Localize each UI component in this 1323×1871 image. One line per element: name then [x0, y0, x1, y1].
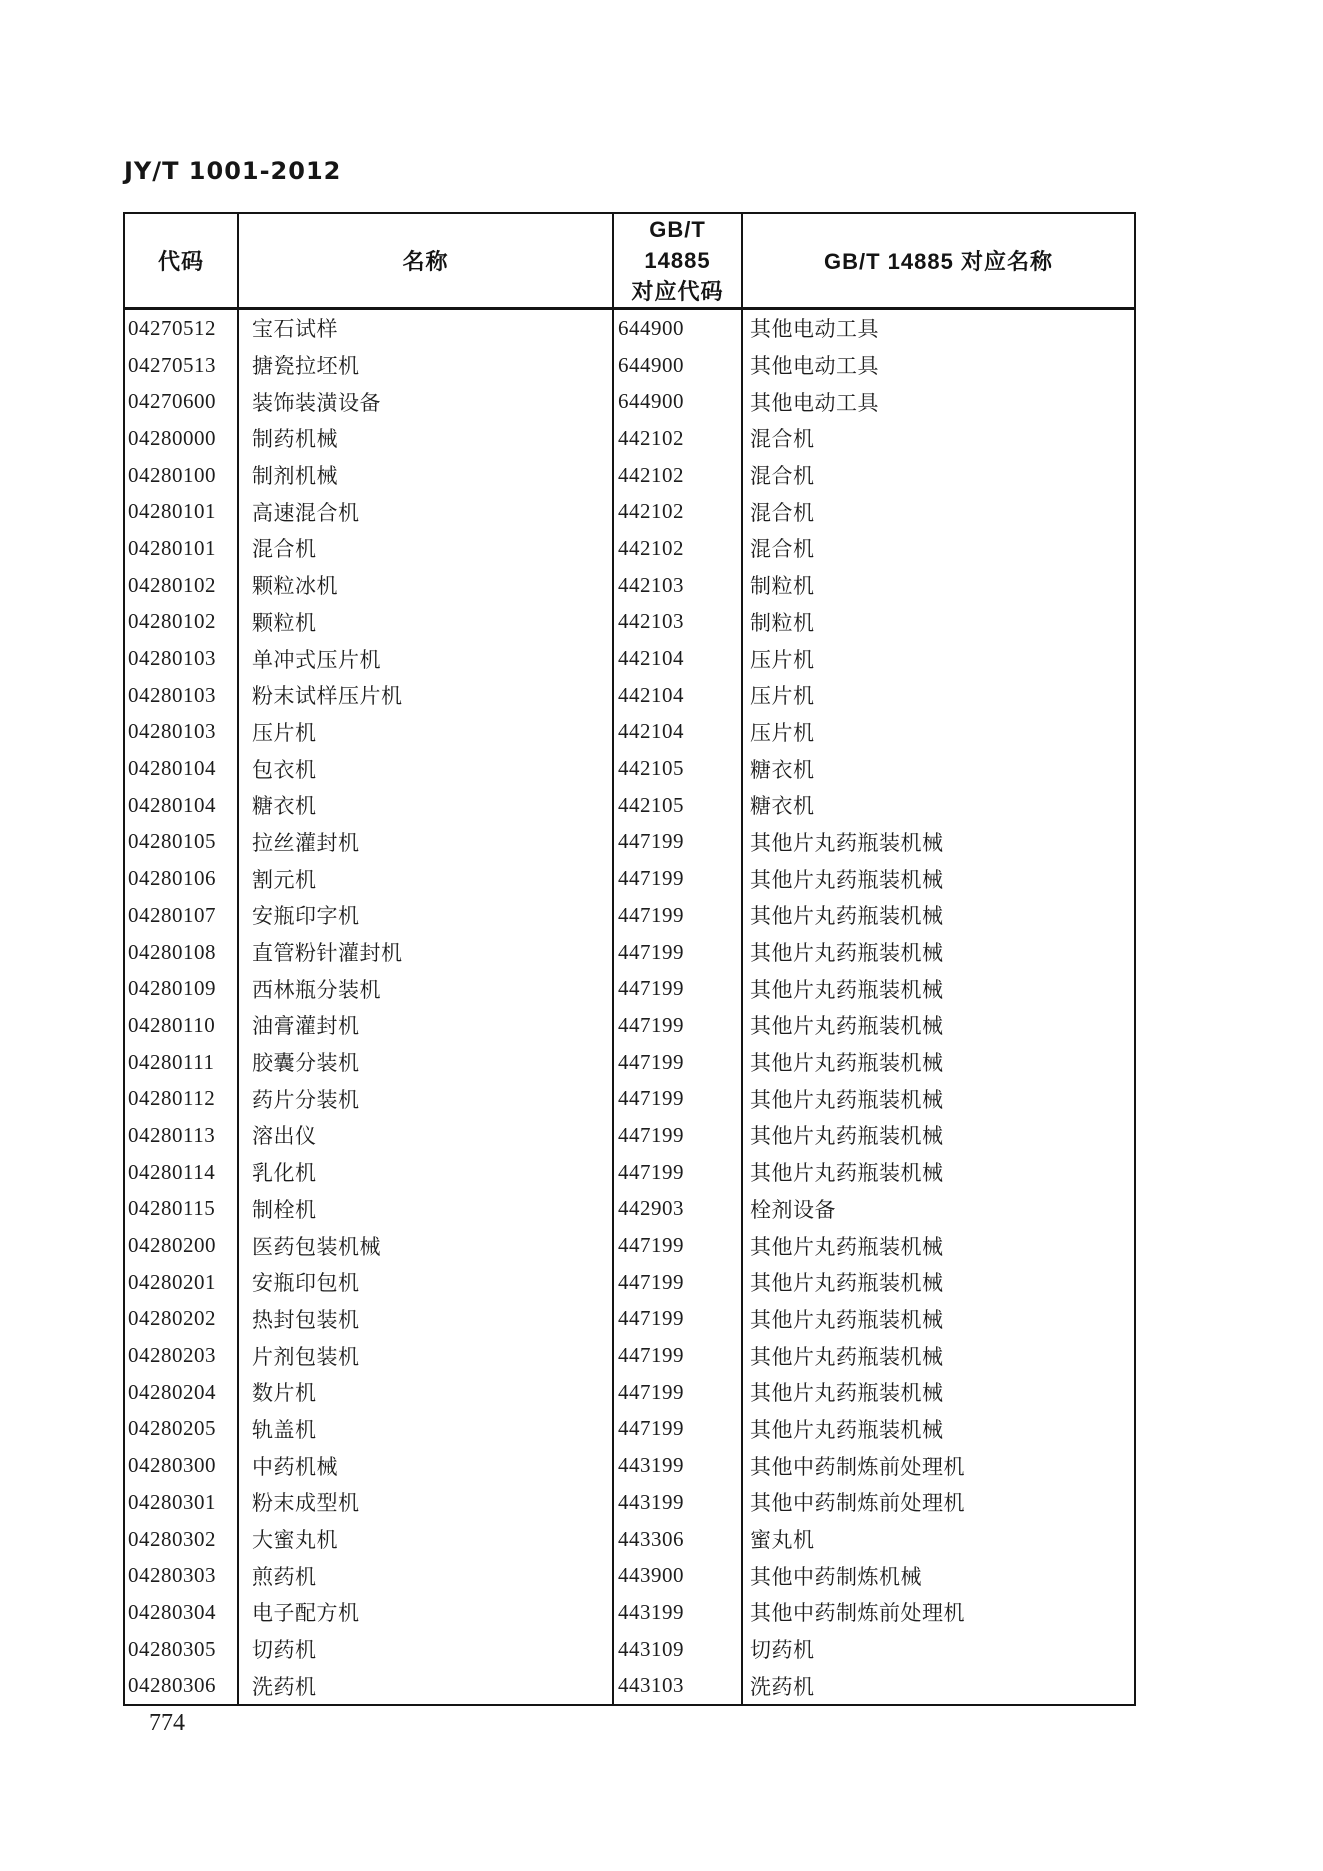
- cell-code: 04280303: [128, 1563, 216, 1588]
- cell-name: 混合机: [238, 530, 613, 567]
- cell-name: 安瓶印包机: [238, 1264, 613, 1301]
- table-row: [124, 1154, 1135, 1191]
- cell-name: 中药机械: [238, 1447, 613, 1484]
- cell-name: 煎药机: [238, 1557, 613, 1594]
- cell-gb-name: 其他片丸药瓶装机械: [742, 1080, 1135, 1117]
- cell-gb-name: 其他电动工具: [742, 347, 1135, 384]
- cell-gb-code: 442105: [613, 750, 742, 787]
- cell-gb-code: 447199: [613, 1374, 742, 1411]
- table-row: [124, 530, 1135, 567]
- cell-code: 04280113: [128, 1122, 216, 1147]
- cell-gb-name: 其他电动工具: [742, 383, 1135, 420]
- cell-gb-code: 443103: [613, 1667, 742, 1705]
- cell-code: 04280102: [128, 609, 216, 634]
- page-number: 774: [149, 1710, 185, 1736]
- table-row: [124, 1117, 1135, 1154]
- cell-code: 04270600: [128, 389, 216, 414]
- cell-code: 04280105: [128, 829, 216, 854]
- table-row: [124, 1264, 1135, 1301]
- header-gb-code-line2: 对应代码: [631, 279, 724, 304]
- cell-code: 04280203: [128, 1343, 216, 1368]
- cell-name: 直管粉针灌封机: [238, 934, 613, 971]
- cell-name: 制栓机: [238, 1191, 613, 1228]
- table-row: [124, 457, 1135, 494]
- cell-gb-name: 制粒机: [742, 567, 1135, 604]
- cell-code: 04280111: [128, 1049, 215, 1074]
- cell-gb-code: 447199: [613, 1007, 742, 1044]
- cell-gb-name: 其他片丸药瓶装机械: [742, 1264, 1135, 1301]
- cell-code: 04280104: [128, 792, 216, 817]
- cell-gb-code: 447199: [613, 1337, 742, 1374]
- cell-gb-name: 其他片丸药瓶装机械: [742, 1337, 1135, 1374]
- cell-gb-code: 442105: [613, 787, 742, 824]
- cell-gb-name: 其他中药制炼前处理机: [742, 1447, 1135, 1484]
- cell-code: 04280100: [128, 462, 216, 487]
- cell-code: 04280101: [128, 535, 216, 560]
- cell-name: 粉末成型机: [238, 1484, 613, 1521]
- cell-code: 04280109: [128, 976, 216, 1001]
- cell-gb-name: 混合机: [742, 493, 1135, 530]
- cell-name: 安瓶印字机: [238, 897, 613, 934]
- cell-code: 04270512: [128, 315, 216, 340]
- table-row: [124, 1337, 1135, 1374]
- cell-gb-code: 442103: [613, 604, 742, 641]
- cell-gb-name: 切药机: [742, 1631, 1135, 1668]
- cell-name: 制药机械: [238, 420, 613, 457]
- cell-code: 04280202: [128, 1306, 216, 1331]
- cell-code: 04280106: [128, 866, 216, 891]
- cell-gb-name: 蜜丸机: [742, 1521, 1135, 1558]
- table-body: [124, 309, 1135, 1706]
- header-gb-name: GB/T 14885 对应名称: [742, 213, 1135, 309]
- cell-name: 油膏灌封机: [238, 1007, 613, 1044]
- cell-name: 高速混合机: [238, 493, 613, 530]
- cell-code: 04280101: [128, 499, 216, 524]
- cell-gb-code: 443900: [613, 1557, 742, 1594]
- table-row: [124, 1484, 1135, 1521]
- cell-gb-name: 其他片丸药瓶装机械: [742, 934, 1135, 971]
- cell-code: 04280115: [128, 1196, 216, 1221]
- table-row: [124, 1557, 1135, 1594]
- cell-code: 04280114: [128, 1159, 216, 1184]
- cell-code: 04280107: [128, 902, 216, 927]
- table-row: [124, 309, 1135, 347]
- cell-gb-code: 644900: [613, 309, 742, 347]
- cell-code: 04280306: [128, 1673, 216, 1698]
- cell-gb-code: 442102: [613, 530, 742, 567]
- cell-gb-name: 混合机: [742, 457, 1135, 494]
- doc-number: JY/T 1001-2012: [124, 157, 342, 185]
- cell-gb-code: 442102: [613, 457, 742, 494]
- cell-code: 04280112: [128, 1086, 216, 1111]
- cell-gb-name: 其他片丸药瓶装机械: [742, 970, 1135, 1007]
- cell-gb-code: 447199: [613, 1227, 742, 1264]
- table-row: [124, 677, 1135, 714]
- cell-gb-name: 其他片丸药瓶装机械: [742, 1044, 1135, 1081]
- cell-code: 04280301: [128, 1489, 216, 1514]
- cell-gb-code: 443306: [613, 1521, 742, 1558]
- table-row: [124, 970, 1135, 1007]
- cell-gb-code: 447199: [613, 1117, 742, 1154]
- table-row: [124, 860, 1135, 897]
- cell-code: 04280103: [128, 682, 216, 707]
- cell-gb-name: 其他中药制炼机械: [742, 1557, 1135, 1594]
- cell-name: 制剂机械: [238, 457, 613, 494]
- cell-gb-code: 447199: [613, 1080, 742, 1117]
- cell-name: 装饰装潢设备: [238, 383, 613, 420]
- table-row: [124, 420, 1135, 457]
- cell-gb-code: 442102: [613, 420, 742, 457]
- cell-code: 04270513: [128, 352, 216, 377]
- cell-gb-name: 其他中药制炼前处理机: [742, 1594, 1135, 1631]
- table-row: [124, 1374, 1135, 1411]
- cell-gb-name: 栓剂设备: [742, 1191, 1135, 1228]
- cell-gb-name: 洗药机: [742, 1667, 1135, 1705]
- table-row: [124, 1411, 1135, 1448]
- cell-name: 药片分装机: [238, 1080, 613, 1117]
- table-row: [124, 1521, 1135, 1558]
- cell-gb-code: 447199: [613, 1044, 742, 1081]
- cell-name: 切药机: [238, 1631, 613, 1668]
- cell-name: 轨盖机: [238, 1411, 613, 1448]
- cell-gb-name: 糖衣机: [742, 787, 1135, 824]
- cell-name: 西林瓶分装机: [238, 970, 613, 1007]
- cell-name: 热封包装机: [238, 1301, 613, 1338]
- table-row: [124, 604, 1135, 641]
- cell-gb-code: 442104: [613, 640, 742, 677]
- table-row: [124, 493, 1135, 530]
- cell-code: 04280304: [128, 1599, 216, 1624]
- cell-gb-code: 442103: [613, 567, 742, 604]
- cell-code: 04280200: [128, 1233, 216, 1258]
- table-row: [124, 934, 1135, 971]
- code-mapping-table: [123, 212, 1136, 1706]
- cell-name: 颗粒机: [238, 604, 613, 641]
- cell-gb-code: 447199: [613, 970, 742, 1007]
- cell-name: 片剂包装机: [238, 1337, 613, 1374]
- cell-code: 04280110: [128, 1012, 216, 1037]
- cell-gb-name: 其他片丸药瓶装机械: [742, 1154, 1135, 1191]
- cell-gb-name: 制粒机: [742, 604, 1135, 641]
- cell-code: 04280300: [128, 1453, 216, 1478]
- cell-name: 洗药机: [238, 1667, 613, 1705]
- cell-code: 04280103: [128, 646, 216, 671]
- table-header-row: [124, 213, 1135, 309]
- cell-gb-name: 其他片丸药瓶装机械: [742, 1227, 1135, 1264]
- table-row: [124, 1227, 1135, 1264]
- cell-name: 胶囊分装机: [238, 1044, 613, 1081]
- cell-gb-name: 其他片丸药瓶装机械: [742, 1117, 1135, 1154]
- table-row: [124, 824, 1135, 861]
- cell-gb-name: 其他片丸药瓶装机械: [742, 1374, 1135, 1411]
- cell-gb-code: 442104: [613, 677, 742, 714]
- table-row: [124, 383, 1135, 420]
- cell-gb-name: 压片机: [742, 640, 1135, 677]
- cell-gb-code: 443199: [613, 1447, 742, 1484]
- cell-gb-name: 其他片丸药瓶装机械: [742, 897, 1135, 934]
- cell-gb-code: 447199: [613, 860, 742, 897]
- cell-code: 04280000: [128, 425, 216, 450]
- table-row: [124, 1080, 1135, 1117]
- table-row: [124, 347, 1135, 384]
- cell-name: 溶出仪: [238, 1117, 613, 1154]
- cell-gb-name: 其他片丸药瓶装机械: [742, 1411, 1135, 1448]
- table-row: [124, 567, 1135, 604]
- cell-gb-code: 443109: [613, 1631, 742, 1668]
- cell-gb-name: 混合机: [742, 420, 1135, 457]
- table-row: [124, 1631, 1135, 1668]
- cell-code: 04280102: [128, 572, 216, 597]
- cell-code: 04280103: [128, 719, 216, 744]
- cell-gb-name: 压片机: [742, 677, 1135, 714]
- cell-gb-code: 447199: [613, 1154, 742, 1191]
- cell-name: 乳化机: [238, 1154, 613, 1191]
- cell-gb-code: 442903: [613, 1191, 742, 1228]
- cell-code: 04280204: [128, 1379, 216, 1404]
- cell-gb-code: 447199: [613, 1411, 742, 1448]
- cell-gb-code: 644900: [613, 383, 742, 420]
- cell-name: 粉末试样压片机: [238, 677, 613, 714]
- table-row: [124, 1667, 1135, 1705]
- cell-code: 04280104: [128, 756, 216, 781]
- table-row: [124, 640, 1135, 677]
- header-name: 名称: [238, 213, 613, 309]
- table-row: [124, 750, 1135, 787]
- cell-name: 单冲式压片机: [238, 640, 613, 677]
- cell-name: 大蜜丸机: [238, 1521, 613, 1558]
- cell-gb-code: 644900: [613, 347, 742, 384]
- cell-code: 04280201: [128, 1269, 216, 1294]
- cell-name: 搪瓷拉坯机: [238, 347, 613, 384]
- cell-code: 04280108: [128, 939, 216, 964]
- table-row: [124, 714, 1135, 751]
- cell-code: 04280302: [128, 1526, 216, 1551]
- cell-name: 拉丝灌封机: [238, 824, 613, 861]
- cell-name: 压片机: [238, 714, 613, 751]
- cell-name: 颗粒冰机: [238, 567, 613, 604]
- cell-gb-code: 447199: [613, 934, 742, 971]
- table-row: [124, 1301, 1135, 1338]
- cell-gb-code: 442102: [613, 493, 742, 530]
- cell-gb-name: 压片机: [742, 714, 1135, 751]
- cell-gb-name: 其他片丸药瓶装机械: [742, 824, 1135, 861]
- cell-gb-code: 442104: [613, 714, 742, 751]
- table-row: [124, 1447, 1135, 1484]
- table-row: [124, 1191, 1135, 1228]
- header-code: 代码: [124, 213, 238, 309]
- cell-gb-name: 其他片丸药瓶装机械: [742, 1301, 1135, 1338]
- cell-gb-code: 447199: [613, 1264, 742, 1301]
- table-row: [124, 897, 1135, 934]
- cell-gb-name: 其他中药制炼前处理机: [742, 1484, 1135, 1521]
- header-gb-code-line1: GB/T 14885: [644, 217, 711, 273]
- cell-name: 包衣机: [238, 750, 613, 787]
- table-row: [124, 787, 1135, 824]
- cell-gb-code: 447199: [613, 897, 742, 934]
- table-row: [124, 1594, 1135, 1631]
- cell-gb-name: 糖衣机: [742, 750, 1135, 787]
- cell-gb-code: 443199: [613, 1484, 742, 1521]
- cell-code: 04280205: [128, 1416, 216, 1441]
- table-row: [124, 1007, 1135, 1044]
- cell-gb-name: 其他电动工具: [742, 309, 1135, 347]
- header-gb-code: [613, 213, 742, 309]
- table-row: [124, 1044, 1135, 1081]
- cell-name: 电子配方机: [238, 1594, 613, 1631]
- cell-gb-name: 混合机: [742, 530, 1135, 567]
- cell-name: 宝石试样: [238, 309, 613, 347]
- cell-gb-code: 447199: [613, 1301, 742, 1338]
- cell-name: 医药包装机械: [238, 1227, 613, 1264]
- cell-name: 数片机: [238, 1374, 613, 1411]
- cell-gb-name: 其他片丸药瓶装机械: [742, 1007, 1135, 1044]
- cell-gb-name: 其他片丸药瓶装机械: [742, 860, 1135, 897]
- cell-gb-code: 443199: [613, 1594, 742, 1631]
- cell-code: 04280305: [128, 1636, 216, 1661]
- cell-name: 糖衣机: [238, 787, 613, 824]
- cell-gb-code: 447199: [613, 824, 742, 861]
- cell-name: 割元机: [238, 860, 613, 897]
